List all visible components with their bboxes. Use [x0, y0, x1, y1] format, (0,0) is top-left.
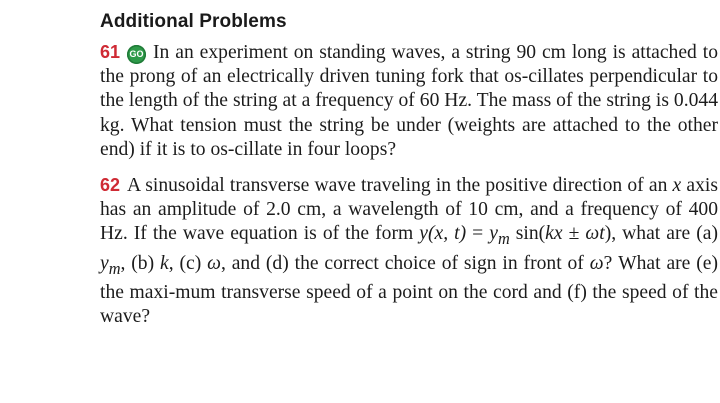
- equation-kx: kx: [545, 223, 563, 245]
- variable-omega: ω: [207, 252, 221, 274]
- variable-subscript-m: m: [108, 258, 121, 278]
- textbook-page: [100, 10, 718, 329]
- equation-plus-minus: ±: [562, 223, 586, 245]
- problem-text: axis has an amplitude of 2.0 cm, a wavelength of 10 cm, and a frequency of 400 Hz. If the wave equation is of the form: [100, 175, 718, 245]
- problem-text: ? What are (e) the maxi-mum transverse speed of a point on the cord and (f) the speed of the wave?: [100, 252, 718, 327]
- variable-ym: y: [100, 252, 109, 274]
- problem-text: ), what are (a): [604, 223, 718, 245]
- equation-args: (x, t): [427, 223, 467, 245]
- equation-ym: y: [489, 223, 498, 245]
- go-tutorial-icon[interactable]: GO: [127, 45, 146, 64]
- equation-equals: =: [466, 223, 490, 245]
- problem-61: [100, 40, 718, 162]
- problem-text: , (c): [168, 252, 208, 274]
- equation-sin: sin(: [509, 223, 546, 245]
- problem-text: , and (d) the correct choice of sign in front of: [220, 252, 590, 274]
- problem-text: , (b): [120, 252, 160, 274]
- problem-number: 61: [100, 42, 121, 62]
- variable-omega: ω: [589, 252, 604, 274]
- variable-k: k: [160, 252, 169, 274]
- equation-omega-t: ωt: [585, 223, 605, 245]
- equation-y: y: [419, 223, 428, 245]
- problem-62: [100, 173, 718, 329]
- problem-number: 62: [100, 175, 121, 196]
- variable-x: x: [672, 175, 682, 197]
- equation-subscript-m: m: [497, 229, 510, 249]
- problem-text: In an experiment on standing waves, a string 90 cm long is attached to the prong of an electrically driven tuning fork that os-cillates perpendicular to the length of the string at a frequency of 60 Hz. The mass of the string is 0.044 kg. What tension must the string be under (weights are attached to the other end) if it is to os-cillate in four loops?: [100, 42, 718, 160]
- section-heading: Additional Problems: [100, 11, 287, 32]
- problem-text: A sinusoidal transverse wave traveling in the positive direction of an: [127, 175, 673, 197]
